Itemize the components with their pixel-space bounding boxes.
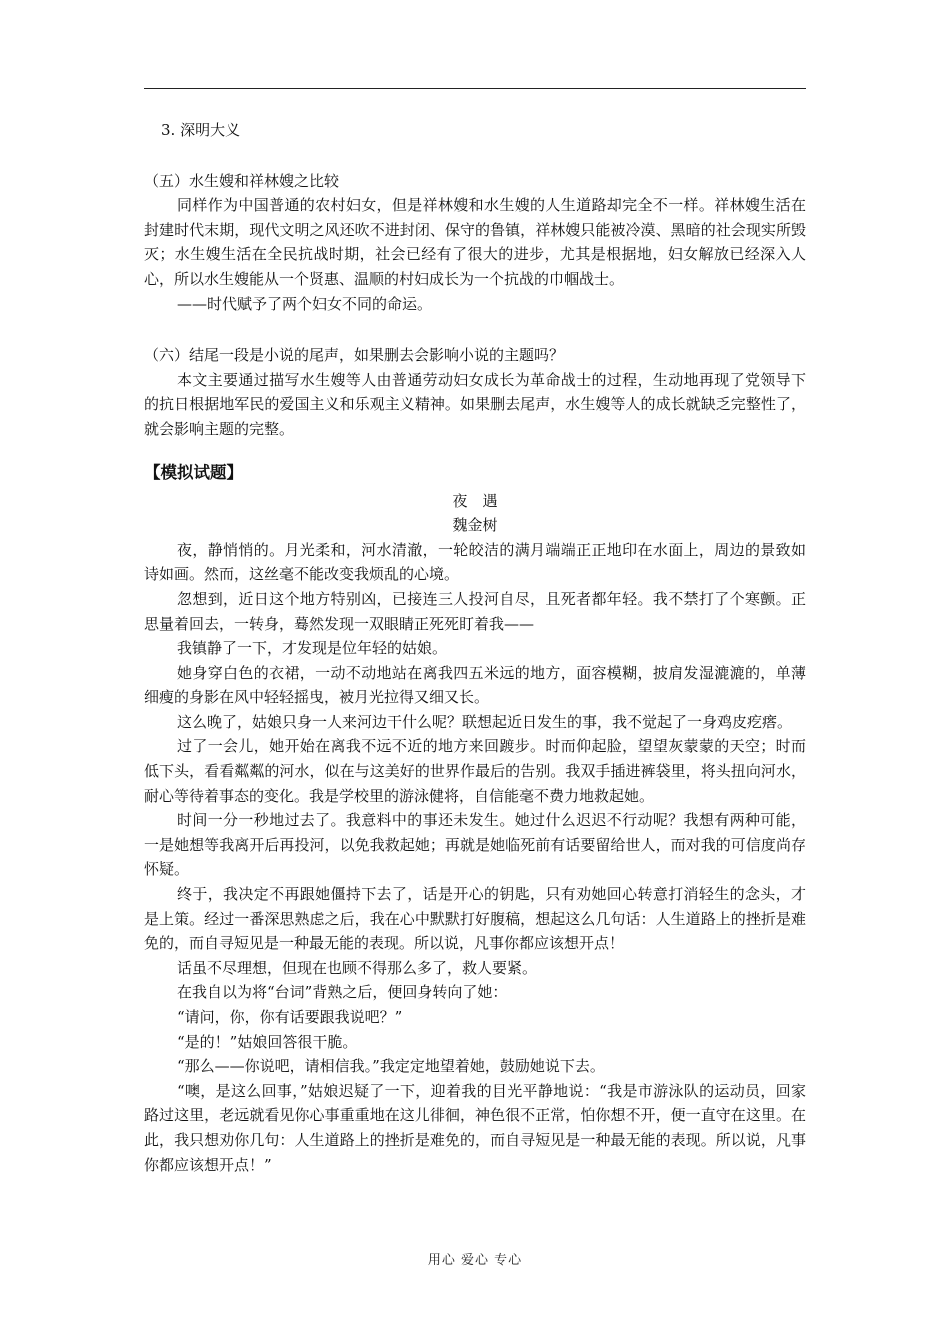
- section-5-heading: （五）水生嫂和祥林嫂之比较: [144, 171, 340, 190]
- story-paragraph: “噢，是这么回事，”姑娘迟疑了一下，迎着我的目光平静地说：“我是市游泳队的运动员，回家路过这里，老远就看见你心事重重地在这儿徘徊，神色很不正常，怕你想不开，便一直守在这里。在此，我只想劝你几句：人生道路上的挫折是难免的，而自寻短见是一种最无能的表现。所以说，凡事你都应该想开点！”: [144, 1081, 806, 1174]
- story-paragraph: 时间一分一秒地过去了。我意料中的事还未发生。她过什么迟迟不行动呢？我想有两种可能，一是她想等我离开后再投河，以免我救起她；再就是她临死前有话要留给世人，而对我的可信度尚存怀疑。: [144, 811, 806, 879]
- story-title: 夜 遇: [452, 491, 498, 510]
- list-item-3: 3. 深明大义: [161, 121, 241, 139]
- story-paragraph: 她身穿白色的衣裙，一动不动地站在离我四五米远的地方，面容模糊，披肩发湿漉漉的，单薄细瘦的身影在风中轻轻摇曳，被月光拉得又细又长。: [144, 663, 806, 707]
- document-body: [144, 118, 806, 1177]
- story-paragraph: “是的！”姑娘回答很干脆。: [177, 1032, 358, 1051]
- section-6-heading: （六）结尾一段是小说的尾声，如果删去会影响小说的主题吗？: [144, 346, 565, 365]
- section-5-conclusion: ——时代赋予了两个妇女不同的命运。: [177, 294, 433, 313]
- story-paragraph: 话虽不尽理想，但现在也顾不得那么多了，救人要紧。: [177, 958, 538, 977]
- section-6-paragraph: 本文主要通过描写水生嫂等人由普通劳动妇女成长为革命战士的过程，生动地再现了党领导下的抗日根据地军民的爱国主义和乐观主义精神。如果删去尾声，水生嫂等人的成长就缺乏完整性了，就会影响主题的完整。: [144, 370, 806, 438]
- header-rule: [144, 88, 806, 89]
- story-paragraph: “请问，你，你有话要跟我说吧？”: [177, 1008, 403, 1026]
- story-paragraph: 过了一会儿，她开始在离我不远不近的地方来回踱步。时而仰起脸，望望灰蒙蒙的天空；时而低下头，看看粼粼的河水，似在与这美好的世界作最后的告别。我双手插进裤袋里，将头扭向河水，耐心等待着事态的变化。我是学校里的游泳健将，自信能毫不费力地救起她。: [144, 737, 806, 805]
- story-paragraph: 我镇静了一下，才发现是位年轻的姑娘。: [177, 639, 448, 658]
- story-paragraph: 忽想到，近日这个地方特别凶，已接连三人投河自尽，且死者都年轻。我不禁打了个寒颤。正思量着回去，一转身，蓦然发现一双眼睛正死死盯着我——: [144, 589, 806, 633]
- story-paragraph: 终于，我决定不再跟她僵持下去了，话是开心的钥匙，只有劝她回心转意打消轻生的念头，才是上策。经过一番深思熟虑之后，我在心中默默打好腹稿，想起这么几句话：人生道路上的挫折是难免的，而自寻短见是一种最无能的表现。所以说，凡事你都应该想开点！: [144, 885, 806, 953]
- story-body: [144, 538, 806, 1177]
- story-paragraph: 在我自以为将“台词”背熟之后，便回身转向了她：: [177, 983, 508, 1002]
- story-author: 魏金树: [452, 516, 498, 535]
- page-footer: 用心 爱心 专心: [427, 1253, 523, 1268]
- story-paragraph: 这么晚了，姑娘只身一人来河边干什么呢？联想起近日发生的事，我不觉起了一身鸡皮疙瘩。: [177, 712, 793, 731]
- mock-test-label: 【模拟试题】: [144, 462, 243, 482]
- story-paragraph: 夜，静悄悄的。月光柔和，河水清澈，一轮皎洁的满月端端正正地印在水面上，周边的景致如诗如画。然而，这丝毫不能改变我烦乱的心境。: [144, 540, 806, 584]
- story-paragraph: “那么——你说吧，请相信我。”我定定地望着她，鼓励她说下去。: [177, 1057, 605, 1076]
- section-5-paragraph: 同样作为中国普通的农村妇女，但是祥林嫂和水生嫂的人生道路却完全不一样。祥林嫂生活在封建时代末期，现代文明之风还吹不进封闭、保守的鲁镇，祥林嫂只能被冷漠、黑暗的社会现实所毁灭；水生嫂生活在全民抗战时期，社会已经有了很大的进步，尤其是根据地，妇女解放已经深入人心，所以水生嫂能从一个贤惠、温顺的村妇成长为一个抗战的巾帼战士。: [144, 196, 806, 288]
